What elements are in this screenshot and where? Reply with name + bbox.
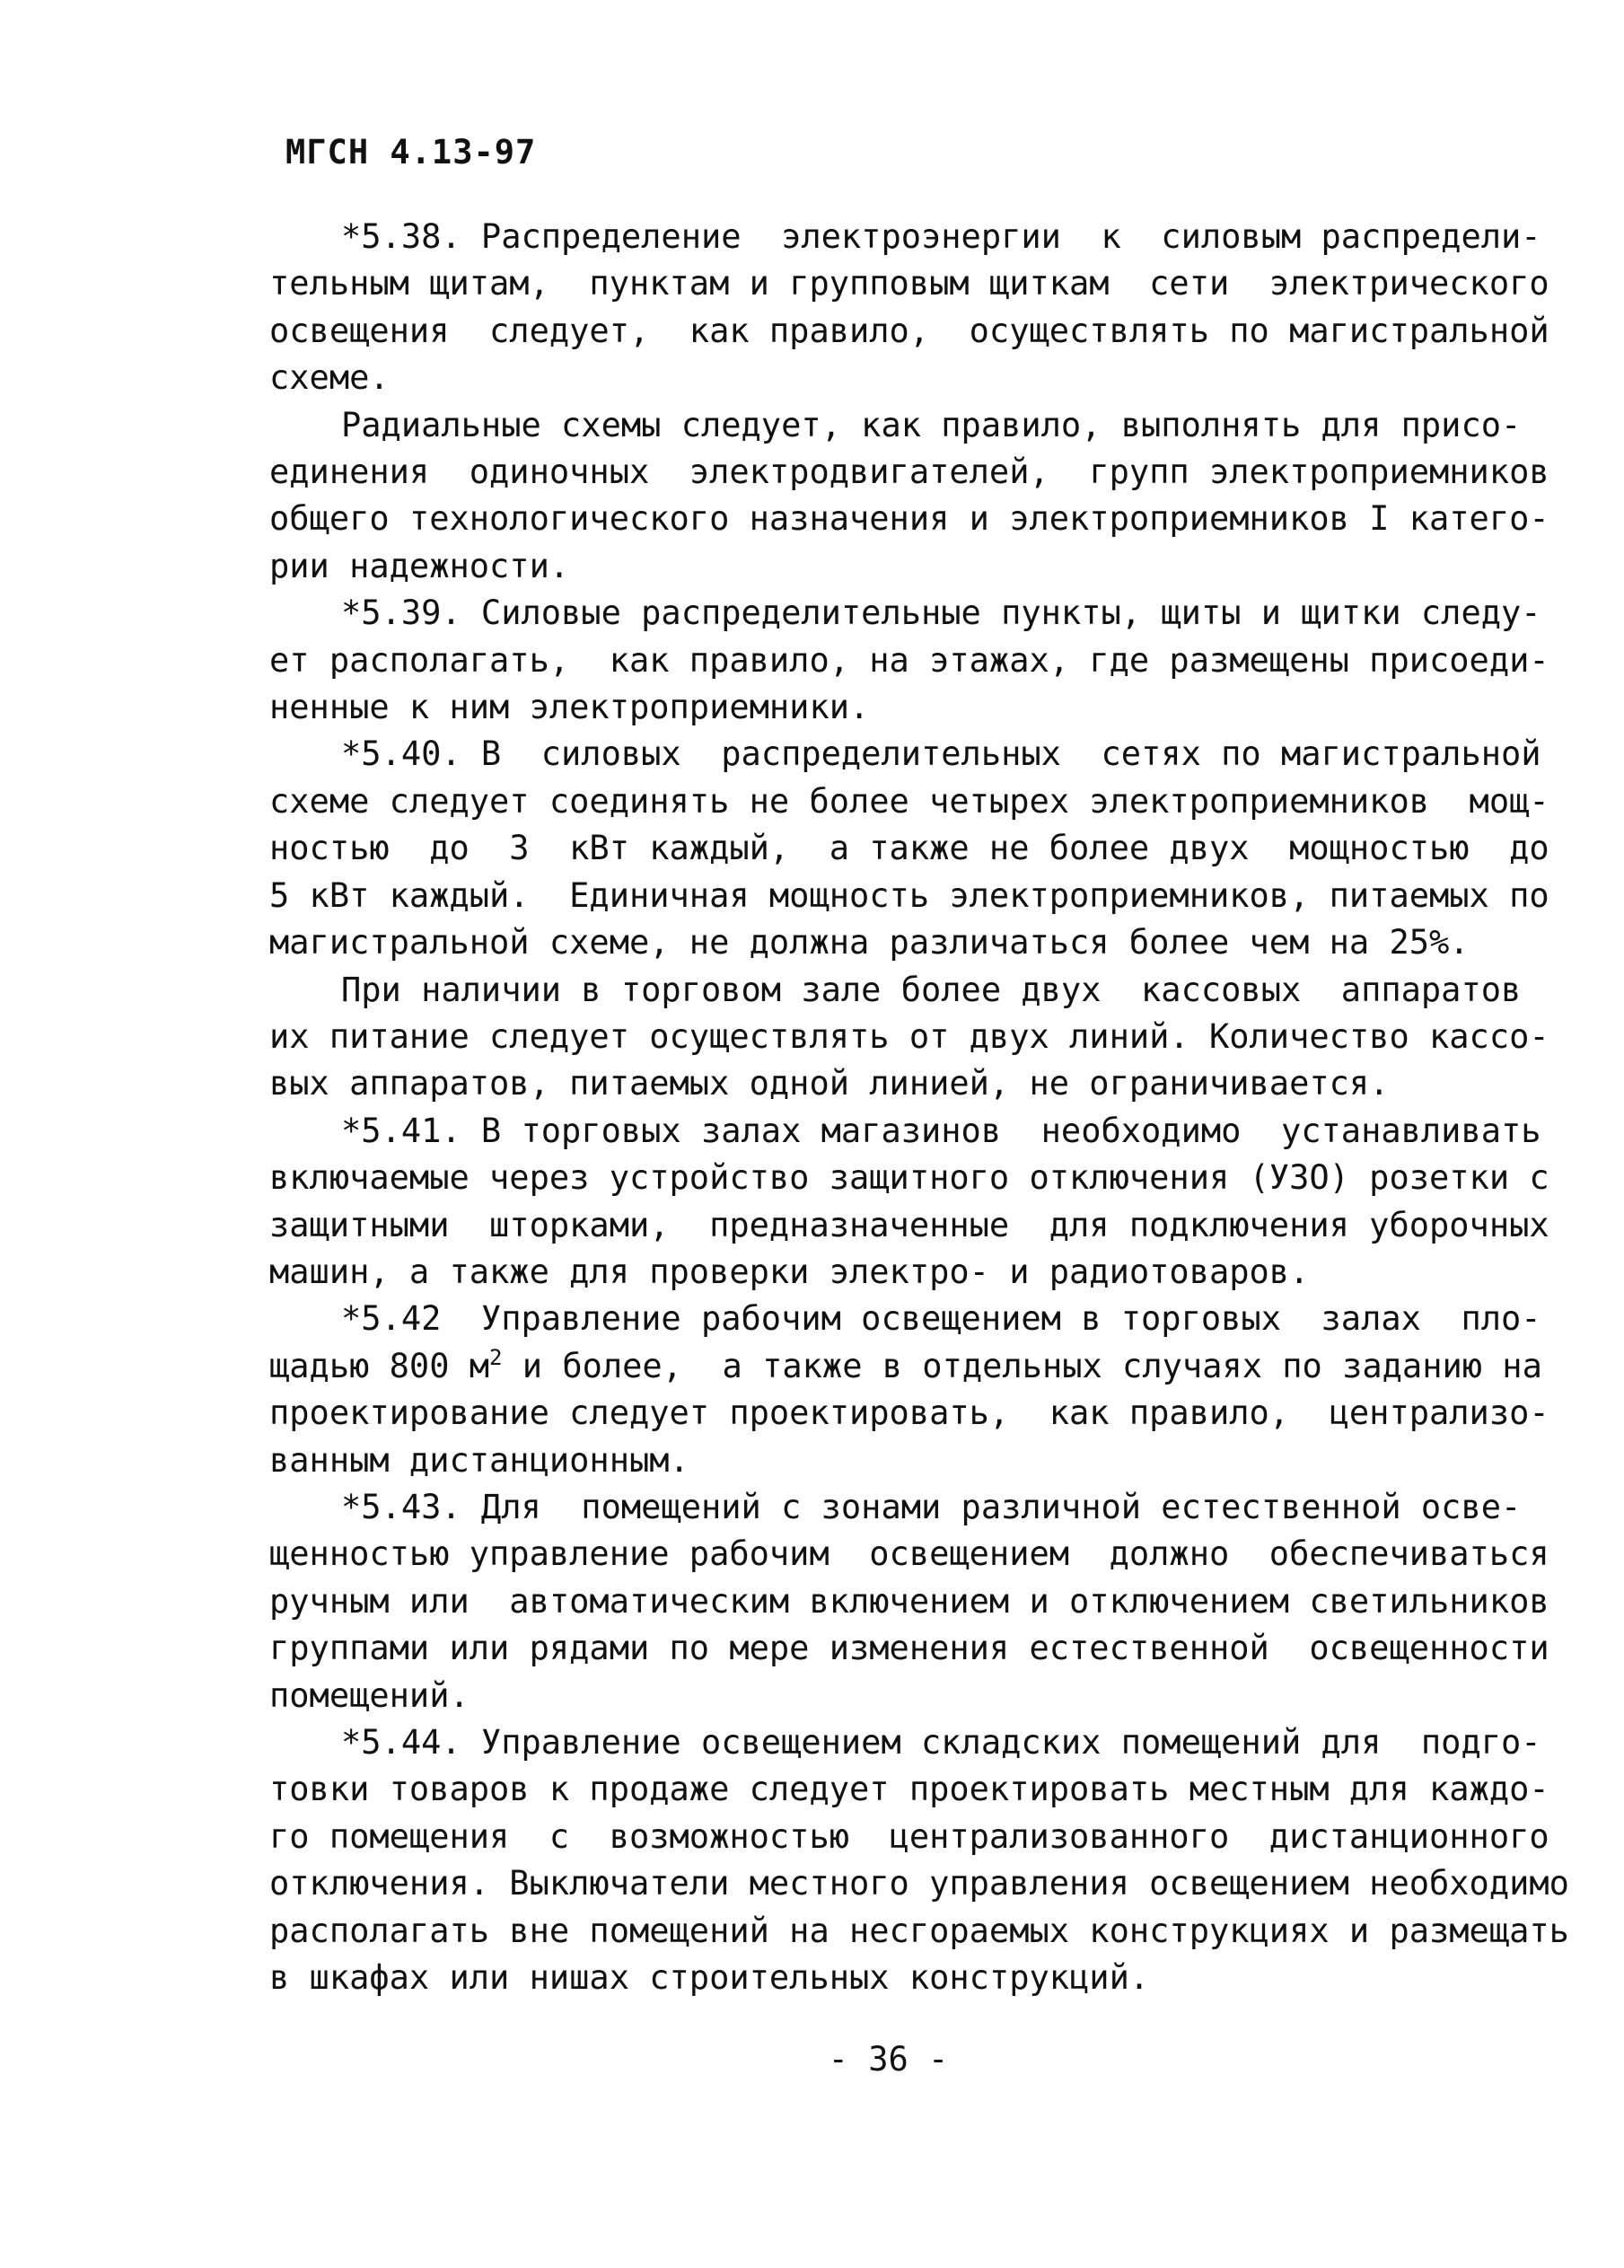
text-line: располагать вне помещений на несгораемых конструкциях и размещать: [269, 1911, 1569, 1950]
text-line: ручным или автоматическим включением и отключением светильников: [269, 1581, 1549, 1621]
text-line: При наличии в торговом зале более двух кассовых аппаратов: [341, 970, 1522, 1009]
text-line: магистральной схеме, не должна различаться более чем на 25%.: [269, 923, 1470, 963]
text-line: ет располагать, как правило, на этажах, где размещены присоеди-: [269, 640, 1549, 680]
paragraph-5-41: [269, 1108, 1549, 1297]
paragraph-5-42: [269, 1296, 1549, 1484]
text-line: тельным щитам, пунктам и групповым щиткам сети электрического: [269, 264, 1549, 303]
text-line: помещений.: [269, 1675, 470, 1715]
text-line: *5.44. Управление освещением складских помещений для подго-: [341, 1723, 1541, 1762]
superscript: 2: [489, 1344, 503, 1370]
text-line: единения одиночных электродвигателей, групп электроприемников: [269, 453, 1549, 492]
text-line: ностью до 3 кВт каждый, а также не более двух мощностью до: [269, 829, 1549, 868]
text-line: вых аппаратов, питаемых одной линией, не ограничивается.: [269, 1064, 1390, 1103]
text-line: ненные к ним электроприемники.: [269, 688, 870, 727]
text-line-with-superscript: [269, 1343, 1542, 1390]
paragraph-5-39: [269, 590, 1549, 731]
text-line: схеме.: [269, 358, 390, 398]
paragraph-5-44: [269, 1719, 1569, 2001]
text-line: машин, а также для проверки электро- и радиотоваров.: [269, 1252, 1310, 1291]
text-line: ванным дистанционным.: [269, 1440, 689, 1480]
text-line: освещения следует, как правило, осуществлять по магистральной: [269, 311, 1549, 350]
text-line: товки товаров к продаже следует проектировать местным для каждо-: [269, 1770, 1549, 1809]
text-line: группами или рядами по мере изменения естественной освещенности: [269, 1629, 1549, 1668]
text-line: общего технологического назначения и электроприемников I катего-: [269, 499, 1549, 539]
paragraph-radial-schemes: [269, 402, 1549, 591]
text-line: их питание следует осуществлять от двух линий. Количество кассо-: [269, 1016, 1549, 1056]
text-line: *5.42 Управление рабочим освещением в торговых залах пло-: [341, 1299, 1541, 1339]
text-line: рии надежности.: [269, 546, 570, 585]
text-line: *5.38. Распределение электроэнергии к силовым распредели-: [341, 217, 1541, 256]
text-line: *5.39. Силовые распределительные пункты, щиты и щитки следу-: [341, 593, 1541, 633]
page-number: - 36 -: [828, 2040, 949, 2079]
text-line: включаемые через устройство защитного отключения (УЗО) розетки с: [269, 1158, 1549, 1198]
text-line: схеме следует соединять не более четырех электроприемников мощ-: [269, 781, 1549, 821]
document-body: [269, 214, 1569, 2001]
text-line: *5.41. В торговых залах магазинов необходимо устанавливать: [341, 1111, 1541, 1150]
text-line: щенностью управление рабочим освещением должно обеспечиваться: [269, 1534, 1549, 1574]
text-line: 5 кВт каждый. Единичная мощность электроприемников, питаемых по: [269, 875, 1549, 915]
text-line: Радиальные схемы следует, как правило, выполнять для присо-: [341, 405, 1522, 444]
paragraph-5-38: [269, 214, 1549, 402]
text-fragment: щадью 800 м: [269, 1346, 490, 1385]
text-fragment: и более, а также в отдельных случаях по заданию на: [502, 1346, 1542, 1385]
text-line: *5.40. В силовых распределительных сетях по магистральной: [341, 734, 1541, 774]
paragraph-5-43: [269, 1484, 1549, 1719]
document-code-header: МГСН 4.13-97: [285, 133, 537, 171]
text-line: проектирование следует проектировать, как правило, централизо-: [269, 1393, 1549, 1433]
paragraph-cash-registers: [269, 967, 1549, 1108]
text-line: отключения. Выключатели местного управления освещением необходимо: [269, 1864, 1569, 1903]
text-line: го помещения с возможностью централизованного дистанционного: [269, 1816, 1549, 1856]
text-line: защитными шторками, предназначенные для подключения уборочных: [269, 1205, 1549, 1244]
text-line: в шкафах или нишах строительных конструкций.: [269, 1958, 1150, 1998]
paragraph-5-40: [269, 731, 1549, 966]
text-line: *5.43. Для помещений с зонами различной естественной осве-: [341, 1487, 1522, 1526]
